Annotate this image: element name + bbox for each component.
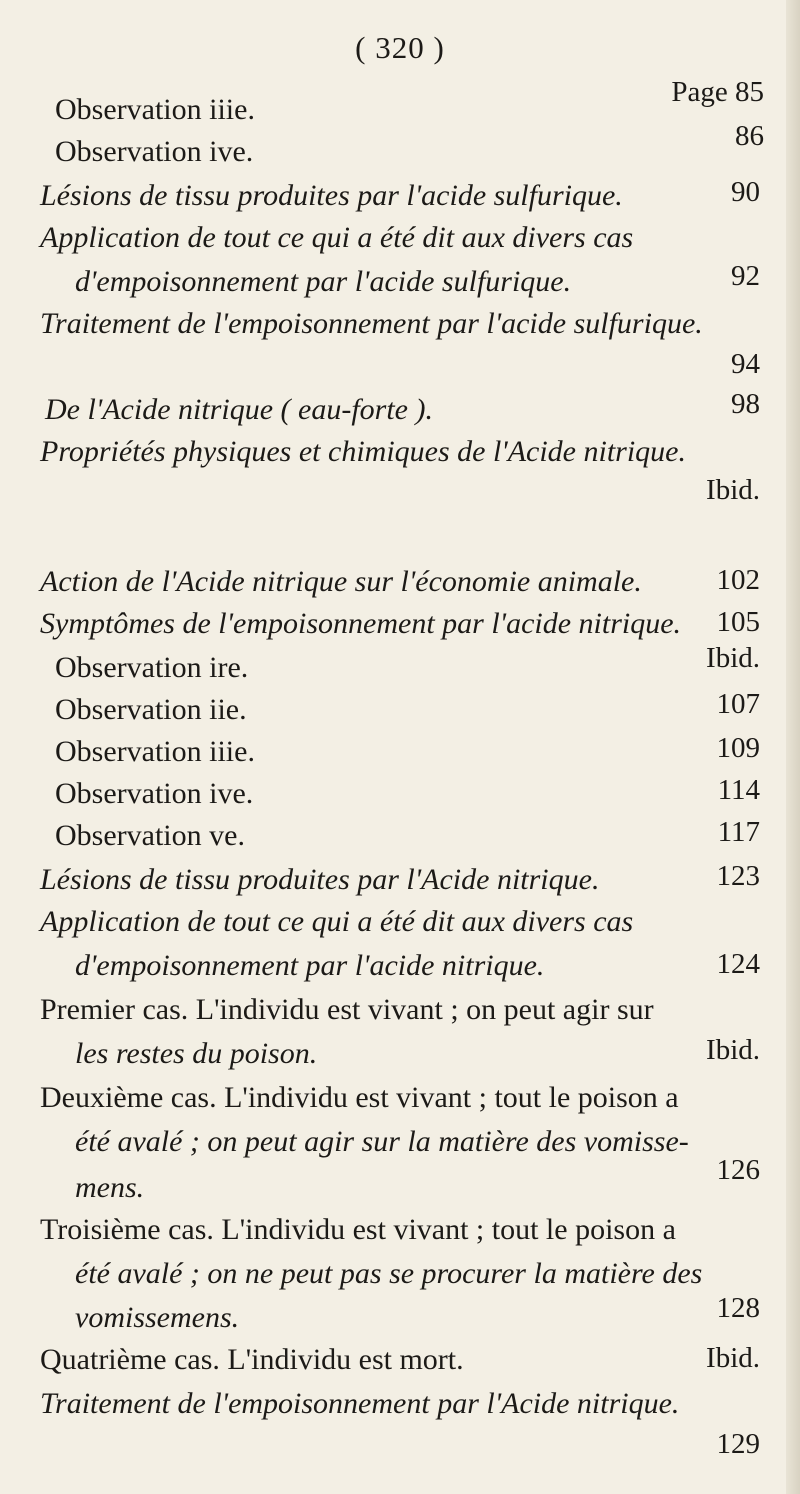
toc-entry: les restes du poison. — [75, 1037, 318, 1070]
toc-entry: Application de tout ce qui a été dit aux divers cas — [40, 221, 634, 254]
toc-entry: Observation ire. — [55, 651, 249, 684]
toc-page-number: 126 — [716, 1154, 760, 1186]
toc-page-number: 94 — [731, 348, 760, 380]
toc-entry: été avalé ; on peut agir sur la matière des vomisse- — [75, 1125, 689, 1158]
toc-entry: Propriétés physiques et chimiques de l'Acide nitrique. — [40, 435, 686, 468]
toc-entry: Observation ive. — [55, 777, 254, 810]
toc-page-number: 86 — [735, 120, 764, 152]
toc-entry: De l'Acide nitrique ( eau-forte ). — [45, 393, 433, 426]
toc-page-number: 117 — [717, 816, 760, 848]
page-folio: ( 320 ) — [355, 30, 445, 65]
page-label: Page 85 — [671, 76, 764, 108]
toc-page-number: 98 — [731, 388, 760, 420]
toc-page-number: 128 — [716, 1292, 760, 1324]
toc-entry: Quatrième cas. L'individu est mort. — [40, 1343, 464, 1376]
toc-entry: d'empoisonnement par l'acide sulfurique. — [75, 265, 572, 298]
toc-page-number: Ibid. — [706, 1034, 760, 1066]
toc-entry: Observation iiie. — [55, 735, 255, 768]
toc-page-number: 92 — [731, 260, 760, 292]
toc-entry: mens. — [75, 1171, 145, 1204]
page-edge — [786, 0, 800, 1494]
toc-page-number: 123 — [716, 860, 760, 892]
toc-entry: Symptômes de l'empoisonnement par l'acide nitrique. — [40, 607, 682, 640]
toc-page-number: 105 — [716, 606, 760, 638]
toc-entry: Traitement de l'empoisonnement par l'Acide nitrique. — [40, 1387, 680, 1420]
toc-entry: vomissemens. — [75, 1301, 240, 1334]
toc-page-number: 90 — [731, 176, 760, 208]
toc-page-number: 129 — [716, 1428, 760, 1460]
toc-entry: Observation iiie. — [55, 93, 255, 126]
toc-page-number: 124 — [716, 948, 760, 980]
toc-entry: Application de tout ce qui a été dit aux divers cas — [40, 905, 634, 938]
toc-page-number: Ibid. — [706, 474, 760, 506]
toc-entry: Action de l'Acide nitrique sur l'économie animale. — [40, 565, 642, 598]
toc-entry: Traitement de l'empoisonnement par l'acide sulfurique. — [40, 307, 703, 340]
toc-entry: Observation ive. — [55, 135, 254, 168]
toc-page-number: 102 — [716, 564, 760, 596]
toc-page-number: 109 — [716, 732, 760, 764]
toc-page-number: 107 — [716, 688, 760, 720]
toc-entry: Observation ve. — [55, 819, 245, 852]
toc-entry: d'empoisonnement par l'acide nitrique. — [75, 949, 545, 982]
toc-page-number: Ibid. — [706, 1342, 760, 1374]
toc-entry: été avalé ; on ne peut pas se procurer la matière des — [75, 1257, 703, 1290]
toc-entry: Troisième cas. L'individu est vivant ; tout le poison a — [40, 1213, 676, 1246]
toc-entry: Lésions de tissu produites par l'Acide nitrique. — [40, 863, 600, 896]
toc-entry: Deuxième cas. L'individu est vivant ; tout le poison a — [40, 1081, 679, 1114]
toc-page-number: 114 — [717, 774, 760, 806]
toc-entry: Lésions de tissu produites par l'acide sulfurique. — [40, 179, 623, 212]
toc-page-number: Ibid. — [706, 642, 760, 674]
toc-entry: Premier cas. L'individu est vivant ; on peut agir sur — [40, 993, 654, 1026]
toc-entry: Observation iie. — [55, 693, 247, 726]
